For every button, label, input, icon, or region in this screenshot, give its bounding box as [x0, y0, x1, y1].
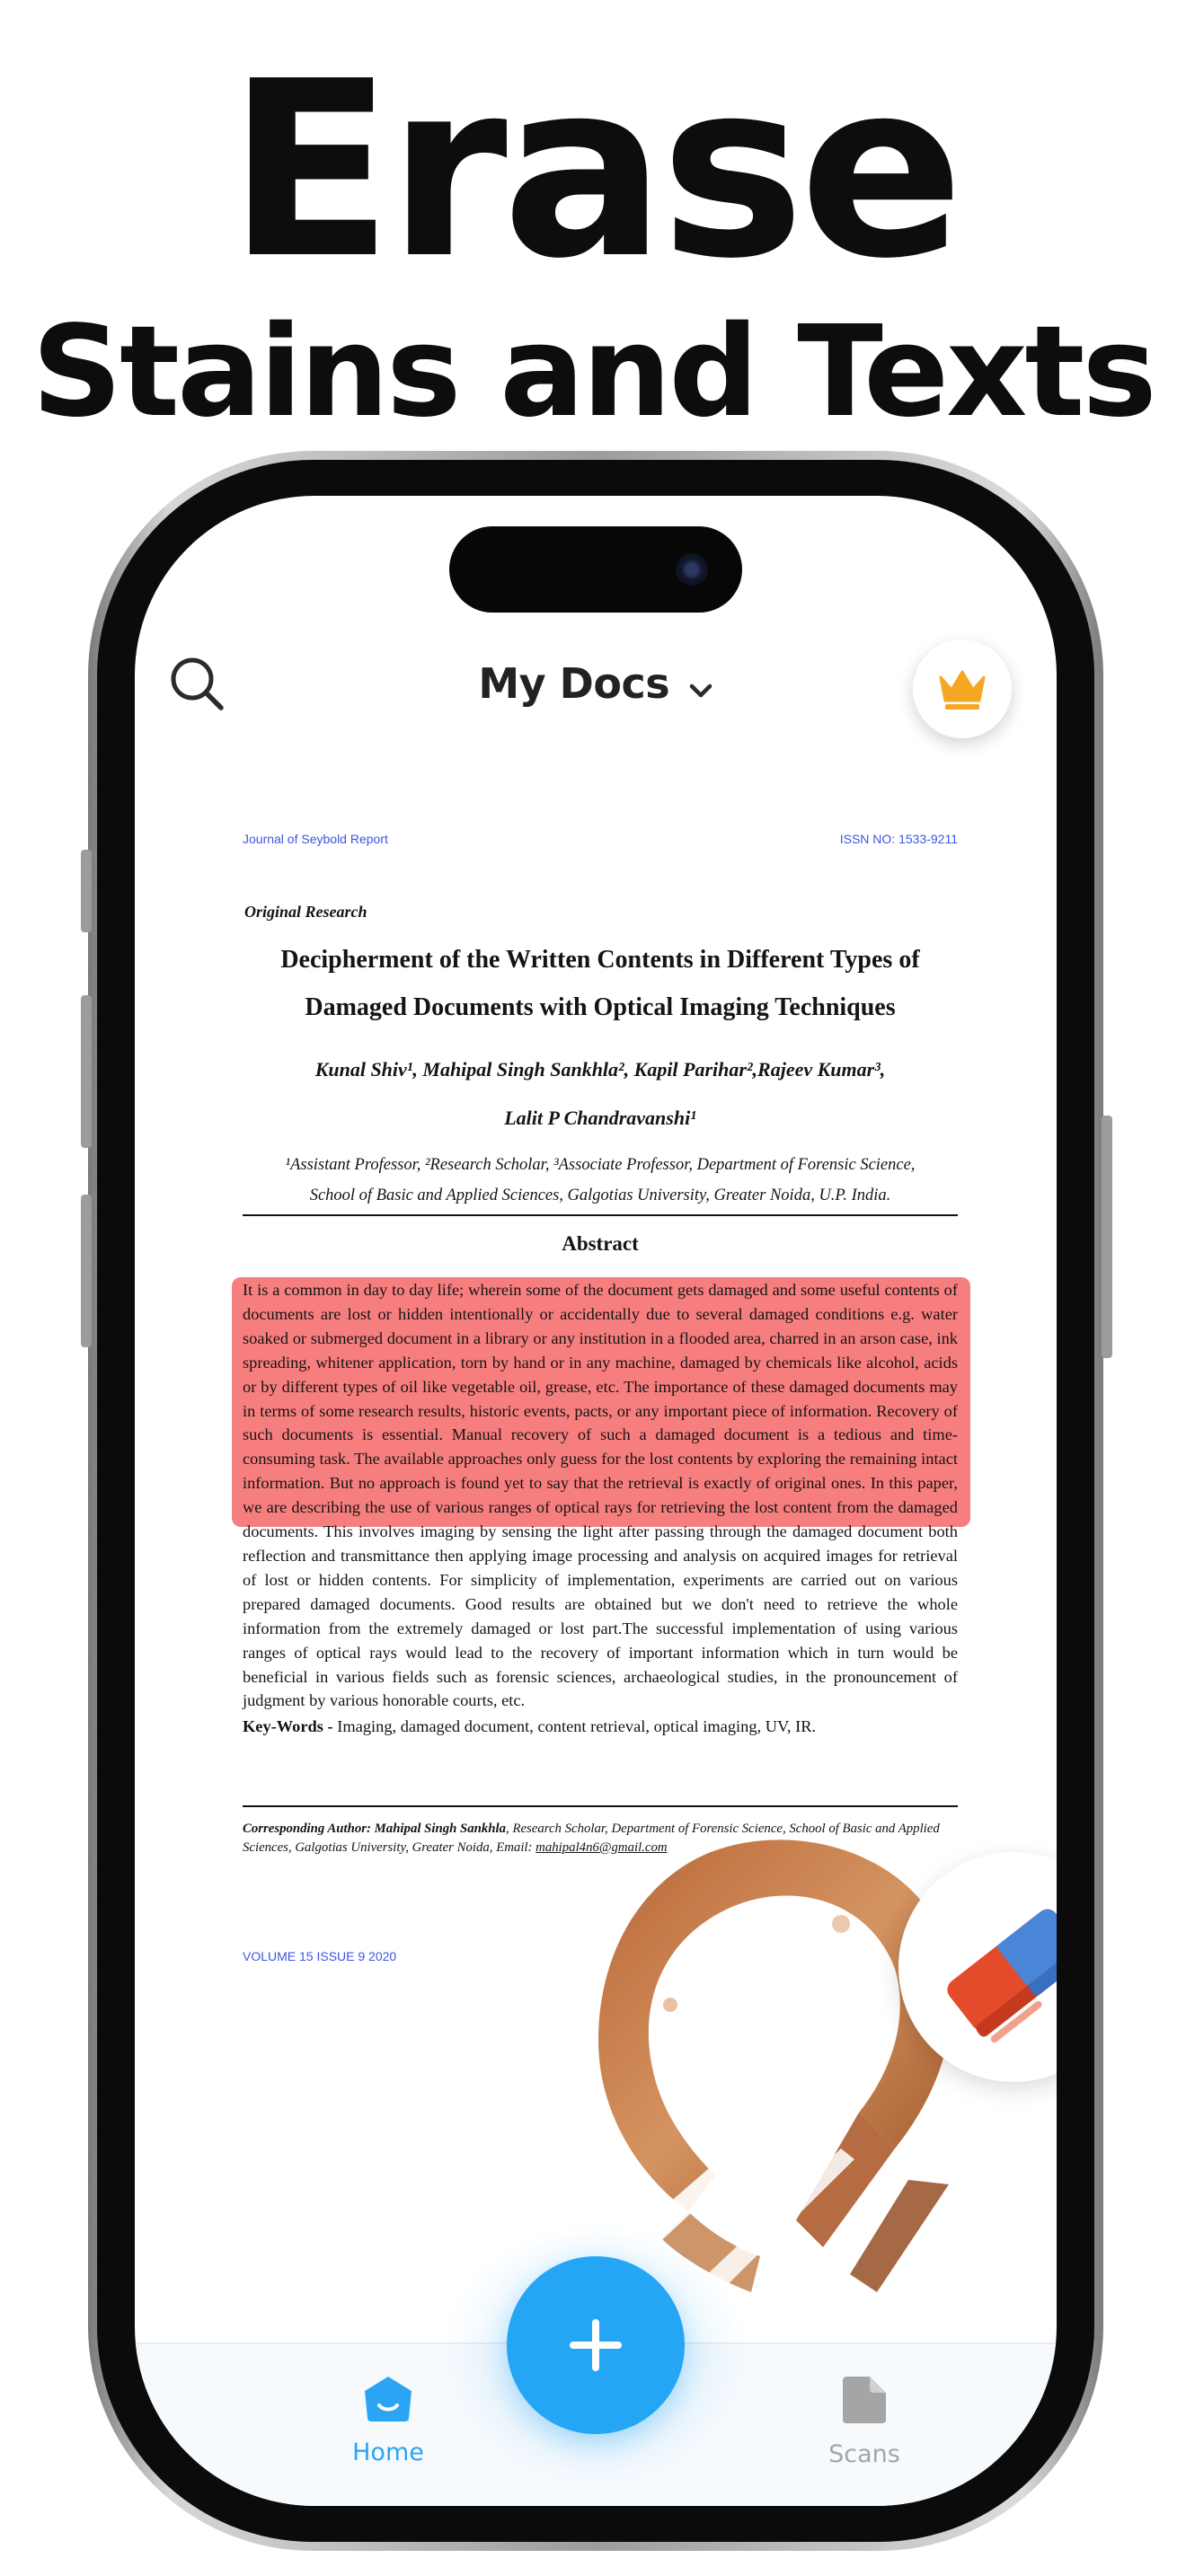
headline-erase: Erase	[227, 29, 959, 312]
plus-icon-bar	[592, 2319, 599, 2371]
category-label: Original Research	[244, 903, 367, 921]
add-scan-button[interactable]	[507, 2256, 685, 2434]
tab-label: Home	[352, 2439, 424, 2466]
affiliation-line: ¹Assistant Professor, ²Research Scholar, ³Associate Professor, Department of Forensic Science,	[285, 1156, 916, 1174]
affiliation-line: School of Basic and Applied Sciences, Galgotias University, Greater Noida, U.P. India.	[309, 1187, 891, 1204]
tab-scans[interactable]	[774, 2375, 954, 2468]
side-button-power	[1102, 1116, 1112, 1358]
keywords-label: Key-Words -	[243, 1717, 333, 1736]
volume-label: VOLUME 15 ISSUE 9 2020	[243, 1949, 397, 1963]
crown-icon	[937, 666, 987, 711]
abstract-body	[243, 1278, 958, 1739]
corresponding-email[interactable]: mahipal4n6@gmail.com	[535, 1840, 668, 1855]
side-button-volume-down	[81, 1195, 92, 1347]
journal-name: Journal of Seybold Report	[243, 832, 388, 846]
divider	[243, 1805, 958, 1807]
abstract-heading: Abstract	[562, 1232, 639, 1255]
affiliations	[243, 1150, 958, 1211]
headline-stains-and-texts: Stains and Texts	[31, 299, 1155, 446]
corresponding-label: Corresponding Author: Mahipal Singh Sankhla	[243, 1822, 507, 1836]
issn: ISSN NO: 1533-9211	[839, 832, 958, 846]
phone-screen	[135, 496, 1057, 2506]
divider	[243, 1214, 958, 1216]
paper-title-line: Damaged Documents with Optical Imaging Techniques	[305, 993, 896, 1021]
premium-button[interactable]	[913, 640, 1012, 738]
authors	[243, 1045, 958, 1142]
dynamic-island	[449, 526, 742, 613]
authors-line: Kunal Shiv¹, Mahipal Singh Sankhla², Kapil Parihar²,Rajeev Kumar³,	[314, 1058, 886, 1081]
page-title: My Docs	[478, 659, 670, 708]
home-icon	[362, 2375, 414, 2423]
abstract-text: In this paper, we are describing the use of various ranges of optical rays for retrieving the lost content from the damaged documents. This involves imaging by sensing the light after passing through the damaged document both reflection and transmittance then applying image processing and analysis on acquired images for retrieval of lost or hidden contents. For simplicity of implementation, experiments are carried out on various prepared damaged documents. Good results are obtained but we don't need to retrieve the whole information from the extremely damaged or lost part.The successful implementation of using various ranges of optical rays would lead to the recovery of important information which in turn would be beneficial in various fields such as forensic sciences, archaeological studies, in the pronouncement of judgment by various honorable courts, etc.	[243, 1474, 958, 1710]
camera-icon	[676, 553, 708, 586]
paper-title-line: Decipherment of the Written Contents in Different Types of	[280, 946, 920, 974]
side-button-action	[81, 850, 92, 932]
authors-line: Lalit P Chandravanshi¹	[504, 1107, 696, 1129]
tab-home[interactable]	[298, 2375, 478, 2466]
corresponding-text: , Research Scholar, Department of Forensic Science, School of Basic and Applied Sciences, Galgotias University, Greater Noida, Email:	[243, 1822, 940, 1855]
chevron-down-icon	[688, 682, 713, 700]
keywords: Imaging, damaged document, content retrieval, optical imaging, UV, IR.	[332, 1717, 817, 1736]
abstract-highlighted-text: It is a common in day to day life; wherein some of the document gets damaged and some useful contents of documents are lost or hidden intentionally or accidentally due to several damaged conditions e.g. water soaked or submerged document in a library or any institution in a flooded area, charred in an arson case, ink spreading, whitener application, torn by hand or in any machine, damaged by chemicals like alcohol, acids or by different types of oil like vegetable oil, grease, etc. The importance of these damaged documents may in terms of some research results, historic events, pacts, or any important piece of information. Recovery of such documents is essential. Manual recovery of such a damaged document is a tedious and time-consuming task. The available approaches only guess for the lost contents by exploring the remaining intact information. But no approach is found yet to say that the retrieval is exactly of original ones.	[243, 1281, 958, 1493]
document-icon	[841, 2375, 888, 2425]
eraser-icon	[929, 1884, 1057, 2055]
side-button-volume-up	[81, 995, 92, 1148]
paper-title	[243, 936, 958, 1031]
tab-label: Scans	[828, 2440, 900, 2468]
